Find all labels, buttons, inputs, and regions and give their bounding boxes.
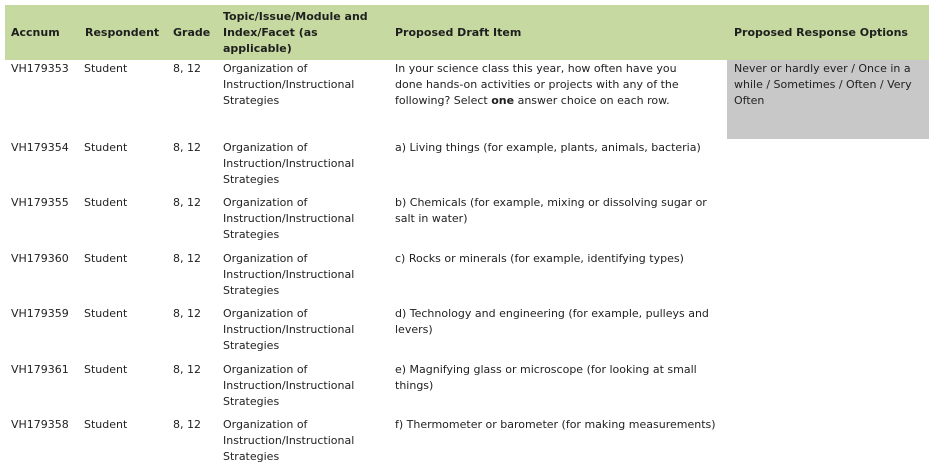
cell-draft-item: d) Technology and engineering (for example, pulleys and levers): [395, 307, 709, 336]
header-response-options: Proposed Response Options: [734, 25, 908, 39]
cell-accnum: VH179358: [11, 418, 69, 431]
cell-grade: 8, 12: [173, 141, 201, 154]
cell-draft-item: a) Living things (for example, plants, animals, bacteria): [395, 141, 701, 154]
header-grade: Grade: [173, 25, 211, 39]
cell-grade: 8, 12: [173, 62, 201, 75]
header-draft-item: Proposed Draft Item: [395, 25, 522, 39]
cell-draft-item: c) Rocks or minerals (for example, identifying types): [395, 252, 684, 265]
cell-grade: 8, 12: [173, 196, 201, 209]
cell-respondent: Student: [84, 307, 128, 320]
cell-grade: 8, 12: [173, 418, 201, 431]
cell-respondent: Student: [84, 62, 128, 75]
header-topic: Topic/Issue/Module and Index/Facet (as applicable): [223, 9, 368, 55]
cell-respondent: Student: [84, 363, 128, 376]
cell-topic: Organization of Instruction/Instructional Strategies: [223, 62, 355, 107]
cell-topic: Organization of Instruction/Instructional Strategies: [223, 363, 355, 408]
cell-respondent: Student: [84, 141, 128, 154]
response-options-text: Never or hardly ever / Once in a while / Sometimes / Often / Very Often: [734, 62, 912, 107]
stem-text-after: answer choice on each row.: [514, 94, 670, 107]
cell-draft-item: b) Chemicals (for example, mixing or dissolving sugar or salt in water): [395, 196, 707, 225]
cell-topic: Organization of Instruction/Instructional Strategies: [223, 252, 355, 297]
cell-topic: Organization of Instruction/Instructional Strategies: [223, 418, 355, 463]
cell-grade: 8, 12: [173, 307, 201, 320]
cell-grade: 8, 12: [173, 363, 201, 376]
table-header: [5, 5, 929, 60]
cell-accnum: VH179353: [11, 62, 69, 75]
stem-emphasis: one: [491, 94, 515, 107]
cell-respondent: Student: [84, 196, 128, 209]
cell-accnum: VH179360: [11, 252, 69, 265]
cell-respondent: Student: [84, 252, 128, 265]
cell-accnum: VH179359: [11, 307, 69, 320]
cell-topic: Organization of Instruction/Instructional Strategies: [223, 307, 355, 352]
header-accnum: Accnum: [11, 25, 60, 39]
cell-accnum: VH179361: [11, 363, 69, 376]
cell-topic: Organization of Instruction/Instructional Strategies: [223, 141, 355, 186]
cell-respondent: Student: [84, 418, 128, 431]
cell-draft-item: f) Thermometer or barometer (for making measurements): [395, 418, 716, 431]
cell-accnum: VH179354: [11, 141, 69, 154]
stem-text-before: In your science class this year, how often have you done hands-on activities or projects with any of the following? Select: [395, 62, 679, 107]
header-respondent: Respondent: [85, 25, 160, 39]
cell-draft-item: e) Magnifying glass or microscope (for looking at small things): [395, 363, 697, 392]
cell-topic: Organization of Instruction/Instructional Strategies: [223, 196, 355, 241]
cell-accnum: VH179355: [11, 196, 69, 209]
item-stem: [395, 61, 705, 109]
cell-grade: 8, 12: [173, 252, 201, 265]
